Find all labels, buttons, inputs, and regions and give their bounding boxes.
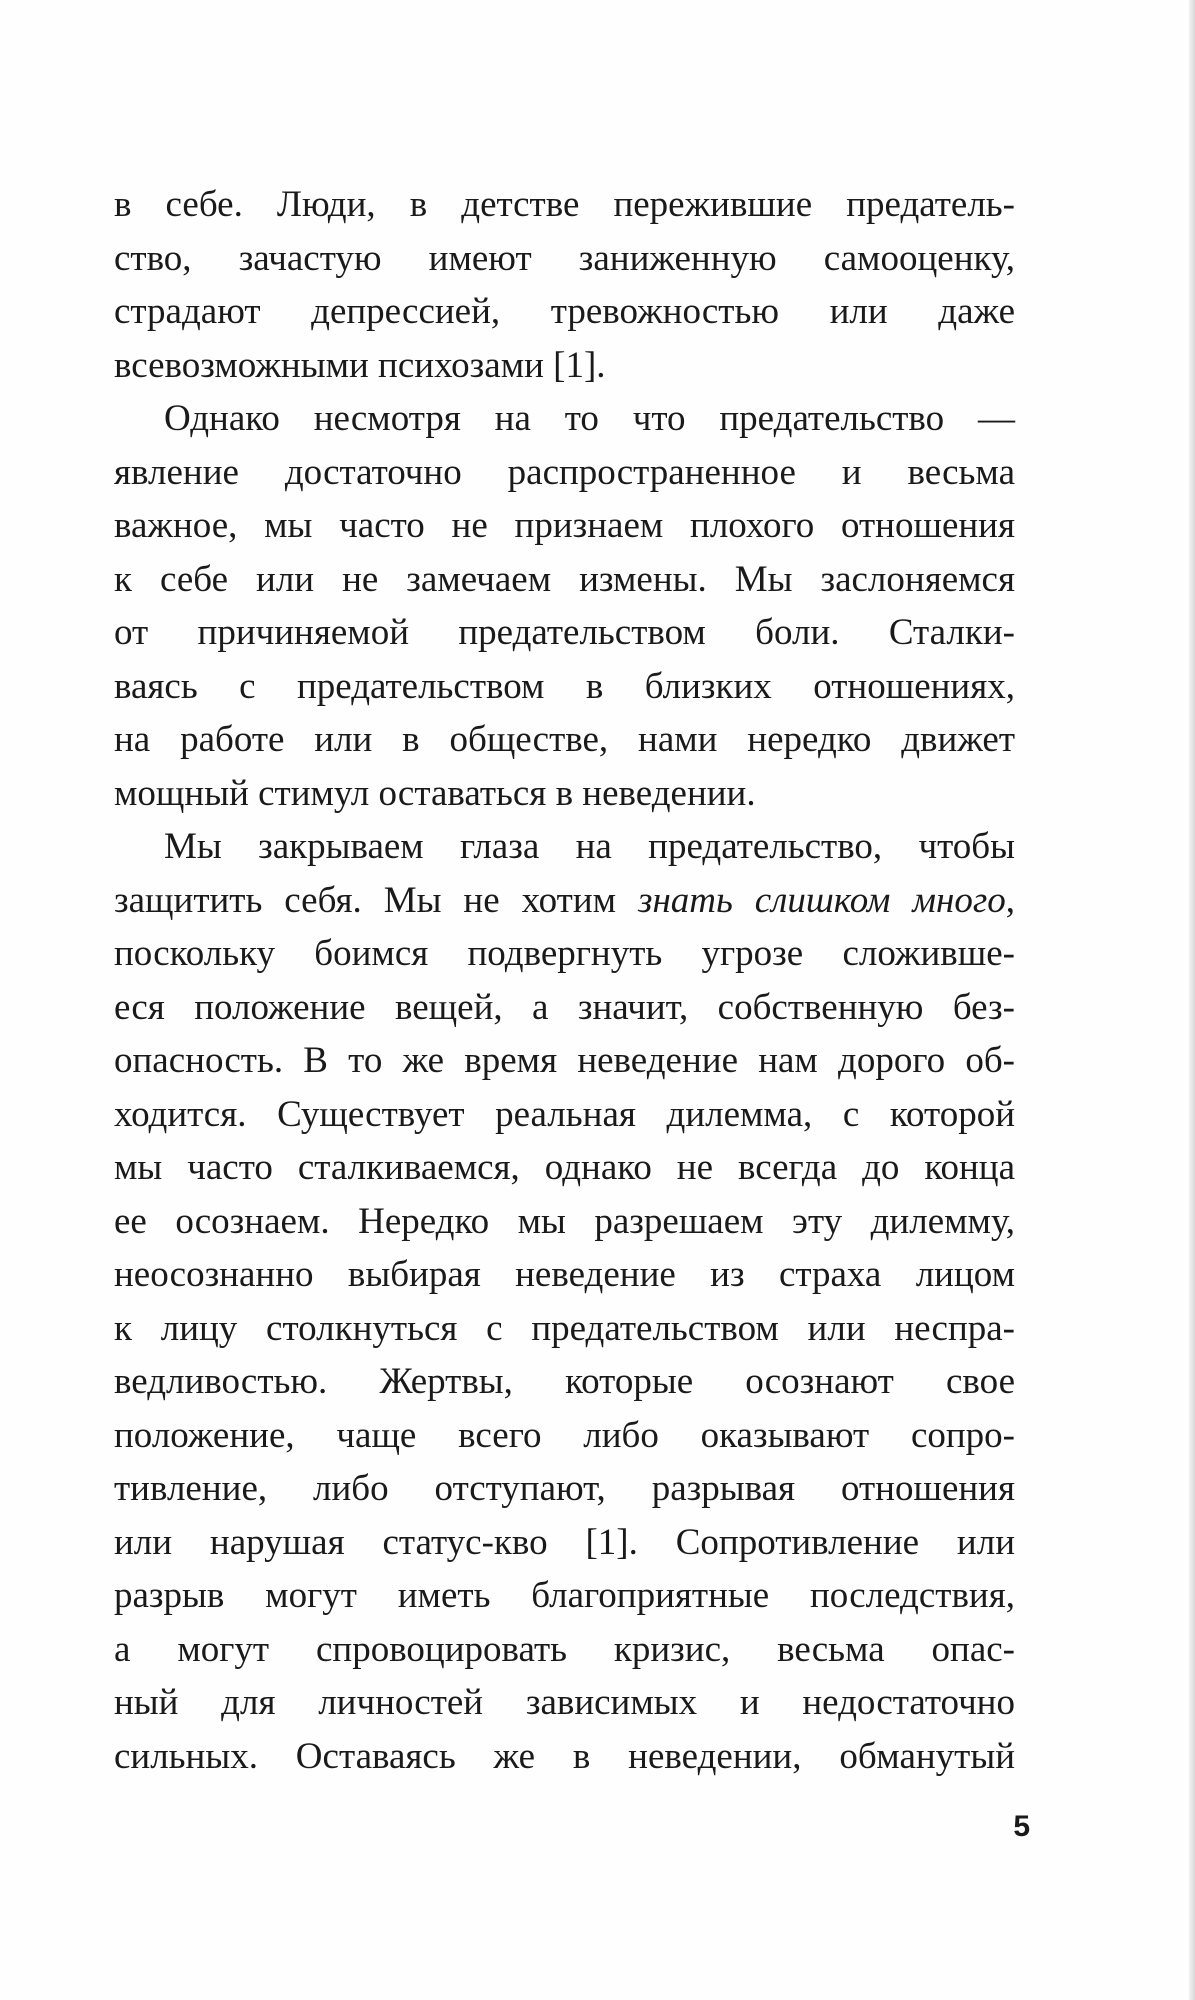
text-line: важное, мы часто не признаем плохого отношения [114, 505, 1015, 546]
text-line: на работе или в обществе, нами нередко движет [114, 719, 1015, 760]
italic-emphasis: знать слишком много [638, 879, 1006, 921]
text-line: неосознанно выбирая неведение из страха лицом [114, 1254, 1015, 1295]
text-line: положение, чаще всего либо оказывают сопро- [114, 1414, 1015, 1456]
text-line: всевозможными психозами [1]. [114, 344, 606, 386]
text-line: к лицу столкнуться с предательством или неспра- [114, 1307, 1015, 1349]
text-line: ходится. Существует реальная дилемма, с которой [114, 1093, 1015, 1135]
text-line: к себе или не замечаем измены. Мы заслоняемся [114, 558, 1015, 600]
text-line: в себе. Люди, в детстве пережившие предатель- [114, 184, 1015, 225]
text-line: мы часто сталкиваемся, однако не всегда до конца [114, 1147, 1015, 1188]
page-edge [1189, 0, 1195, 2000]
text-line: ваясь с предательством в близких отношениях, [114, 665, 1015, 707]
text-line-with-italic [114, 874, 1015, 928]
text-line: опасность. В то же время неведение нам дорого об- [114, 1040, 1015, 1081]
text-line: Однако несмотря на то что предательство — [164, 398, 1015, 439]
text-line: разрыв могут иметь благоприятные последствия, [114, 1575, 1015, 1616]
text-line: ный для личностей зависимых и недостаточно [114, 1682, 1015, 1723]
text-line: Мы закрываем глаза на предательство, чтобы [164, 826, 1015, 867]
text-segment: , [1005, 879, 1015, 921]
text-line: от причиняемой предательством боли. Сталки- [114, 612, 1015, 653]
text-line: или нарушая статус-кво [1]. Сопротивление или [114, 1521, 1015, 1563]
text-line: страдают депрессией, тревожностью или даже [114, 291, 1015, 332]
text-line: сильных. Оставаясь же в неведении, обманутый [114, 1735, 1015, 1777]
text-line: явление достаточно распространенное и весьма [114, 451, 1015, 493]
text-line: ство, зачастую имеют заниженную самооценку, [114, 237, 1015, 279]
text-line: мощный стимул оставаться в неведении. [114, 772, 756, 814]
text-line: поскольку боимся подвергнуть угрозе сложивше- [114, 933, 1015, 974]
text-line: еся положение вещей, а значит, собственную без- [114, 986, 1015, 1028]
body-text [114, 178, 1015, 1783]
text-line: а могут спровоцировать кризис, весьма опас- [114, 1628, 1015, 1670]
text-line: ведливостью. Жертвы, которые осознают свое [114, 1361, 1015, 1402]
text-segment: защитить себя. Мы не хотим [114, 879, 639, 921]
page-number: 5 [1013, 1810, 1030, 1843]
text-line: тивление, либо отступают, разрывая отношения [114, 1468, 1015, 1509]
text-line: ее осознаем. Нередко мы разрешаем эту дилемму, [114, 1200, 1015, 1242]
